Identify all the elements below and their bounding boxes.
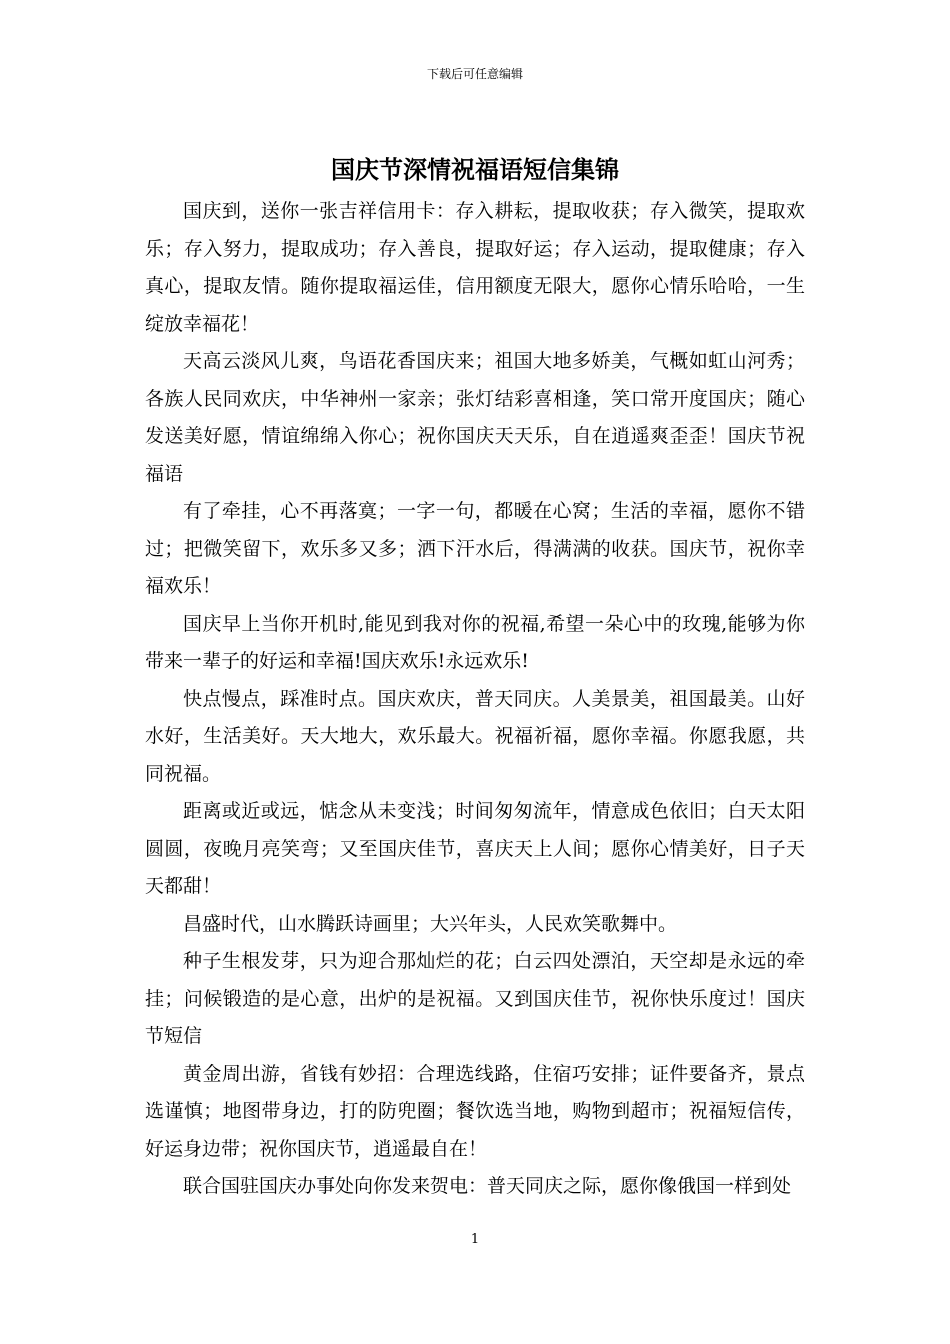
paragraph: 国庆到，送你一张吉祥信用卡：存入耕耘，提取收获；存入微笑，提取欢乐；存入努力，提取成功；存入善良，提取好运；存入运动，提取健康；存入真心，提取友情。随你提取福运佳，信用额度无限大，愿你心情乐哈哈，一生绽放幸福花！ (145, 200, 805, 335)
paragraph: 天高云淡风儿爽，鸟语花香国庆来；祖国大地多娇美，气概如虹山河秀；各族人民同欢庆，中华神州一家亲；张灯结彩喜相逢，笑口常开度国庆；随心发送美好愿，情谊绵绵入你心；祝你国庆天天乐，自在逍遥爽歪歪！国庆节祝福语 (145, 350, 805, 485)
paragraph: 国庆早上当你开机时,能见到我对你的祝福,希望一朵心中的玫瑰,能够为你带来一辈子的好运和幸福!国庆欢乐!永远欢乐! (145, 612, 805, 672)
paragraph: 有了牵挂，心不再落寞；一字一句，都暖在心窝；生活的幸福，愿你不错过；把微笑留下，欢乐多又多；洒下汗水后，得满满的收获。国庆节，祝你幸福欢乐！ (145, 500, 805, 597)
header-note: 下载后可任意编辑 (426, 67, 523, 81)
paragraph: 昌盛时代，山水腾跃诗画里；大兴年头，人民欢笑歌舞中。 (183, 912, 678, 935)
document-body (145, 193, 805, 1206)
paragraph: 快点慢点，踩准时点。国庆欢庆，普天同庆。人美景美，祖国最美。山好水好，生活美好。天大地大，欢乐最大。祝福祈福，愿你幸福。你愿我愿，共同祝福。 (145, 687, 805, 785)
paragraph: 种子生根发芽，只为迎合那灿烂的花；白云四处漂泊，天空却是永远的牵挂；问候锻造的是心意，出炉的是祝福。又到国庆佳节，祝你快乐度过！国庆节短信 (145, 950, 805, 1047)
paragraph: 黄金周出游，省钱有妙招：合理选线路，住宿巧安排；证件要备齐，景点选谨慎；地图带身边，打的防兜圈；餐饮选当地，购物到超市；祝福短信传，好运身边带；祝你国庆节，逍遥最自在！ (145, 1062, 805, 1160)
paragraph: 联合国驻国庆办事处向你发来贺电：普天同庆之际，愿你像俄国一样到处 (183, 1175, 792, 1197)
paragraph: 距离或近或远，惦念从未变浅；时间匆匆流年，情意成色依旧；白天太阳圆圆，夜晚月亮笑弯；又至国庆佳节，喜庆天上人间；愿你心情美好，日子天天都甜！ (145, 800, 805, 897)
page-number: 1 (470, 1232, 480, 1247)
document-title: 国庆节深情祝福语短信集锦 (331, 155, 619, 184)
